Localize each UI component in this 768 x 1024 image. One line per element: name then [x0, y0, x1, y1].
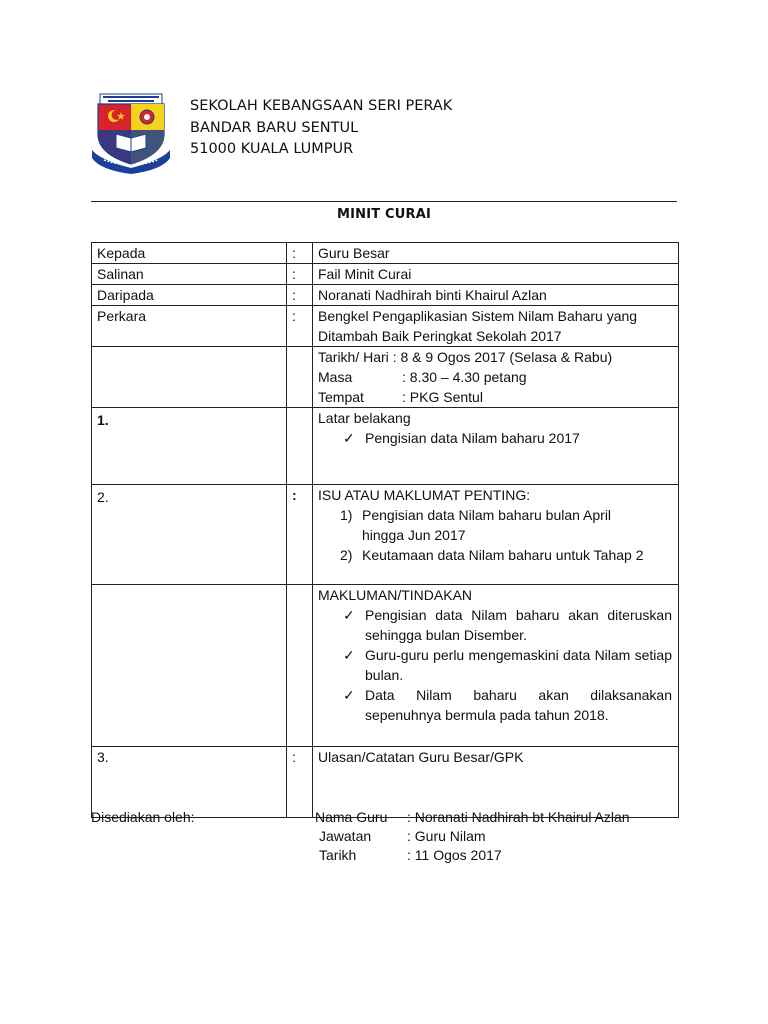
tindakan-blank	[92, 585, 287, 747]
school-town: BANDAR BARU SENTUL	[190, 119, 359, 136]
item2-point-1-number: 1)	[340, 507, 353, 523]
item3-colon: :	[287, 747, 313, 818]
letterhead	[90, 90, 690, 175]
tindakan-bullet-3	[318, 685, 678, 725]
item1-colon	[287, 408, 313, 485]
jawatan-line	[315, 827, 630, 846]
tindakan-bullet-3-text: Data Nilam baharu akan dilaksanakan sepenuhnya bermula pada tahun 2018.	[365, 687, 672, 723]
item2-point-2	[318, 545, 678, 565]
check-icon: ✓	[343, 607, 355, 623]
item2-point-1-line1: Pengisian data Nilam baharu bulan April	[362, 507, 612, 523]
tempat-value: : PKG Sentul	[402, 389, 483, 405]
tarikh-label: Tarikh/ Hari	[318, 349, 389, 365]
prepared-by-label: Disediakan oleh:	[91, 809, 195, 825]
row-item1	[92, 408, 679, 485]
row-daripada	[92, 285, 679, 306]
item2-colon: :	[287, 485, 313, 585]
tarikh-line	[318, 347, 678, 367]
perkara-value-line2: Ditambah Baik Peringkat Sekolah 2017	[318, 328, 562, 344]
item3-number: 3.	[92, 747, 287, 818]
tindakan-heading: MAKLUMAN/TINDAKAN	[318, 587, 473, 603]
perkara-value	[313, 306, 679, 347]
item2-heading: ISU ATAU MAKLUMAT PENTING:	[318, 487, 531, 503]
document-title: MINIT CURAI	[336, 207, 432, 222]
nama-guru-label: Nama Guru	[315, 809, 388, 825]
kepada-value: Guru Besar	[313, 243, 679, 264]
item2-number: 2.	[92, 485, 287, 585]
tempat-label: Tempat	[318, 389, 364, 405]
salinan-value: Fail Minit Curai	[313, 264, 679, 285]
check-icon: ✓	[343, 647, 355, 663]
details-blank	[92, 347, 287, 408]
kepada-colon: :	[287, 243, 313, 264]
tindakan-bullet-2	[318, 645, 678, 685]
item1-bullet-text: Pengisian data Nilam baharu 2017	[365, 430, 580, 446]
tarikh-label-footer: Tarikh	[319, 847, 357, 863]
tarikh-value-footer: : 11 Ogos 2017	[407, 847, 502, 863]
tarikh-line-footer	[315, 846, 630, 865]
item2-content	[313, 485, 679, 585]
check-icon: ✓	[343, 430, 355, 446]
tindakan-blank-colon	[287, 585, 313, 747]
signature-details	[315, 808, 630, 865]
row-item3	[92, 747, 679, 818]
item1-heading: Latar belakang	[318, 410, 411, 426]
item2-point-1-line2: hingga Jun 2017	[362, 527, 466, 543]
row-salinan	[92, 264, 679, 285]
header-divider	[91, 201, 677, 202]
jawatan-value: : Guru Nilam	[407, 828, 486, 844]
check-icon: ✓	[343, 687, 355, 703]
school-name: SEKOLAH KEBANGSAAN SERI PERAK	[190, 98, 453, 114]
perkara-colon: :	[287, 306, 313, 347]
nama-guru-value: : Noranati Nadhirah bt Khairul Azlan	[407, 809, 630, 825]
jawatan-label: Jawatan	[319, 828, 372, 844]
tindakan-bullet-1	[318, 605, 678, 645]
minutes-table	[91, 242, 679, 818]
school-address	[190, 96, 452, 161]
daripada-colon: :	[287, 285, 313, 306]
details-value	[313, 347, 679, 408]
item1-bullet	[318, 428, 678, 448]
masa-label: Masa	[318, 369, 353, 385]
nama-guru-line	[315, 808, 630, 827]
item1-content	[313, 408, 679, 485]
details-blank-colon	[287, 347, 313, 408]
tindakan-bullet-2-text: Guru-guru perlu mengemaskini data Nilam setiap bulan.	[365, 647, 672, 683]
item2-point-2-text: Keutamaan data Nilam baharu untuk Tahap 2	[362, 547, 644, 563]
daripada-label: Daripada	[92, 285, 287, 306]
item2-point-2-number: 2)	[340, 547, 353, 563]
tindakan-bullet-1-text: Pengisian data Nilam baharu akan diteruskan sehingga bulan Disember.	[365, 607, 672, 643]
row-details	[92, 347, 679, 408]
item2-point-1-text	[362, 505, 611, 545]
row-tindakan	[92, 585, 679, 747]
school-postcode-city: 51000 KUALA LUMPUR	[190, 141, 354, 157]
item1-number: 1.	[92, 408, 287, 485]
perkara-value-line1: Bengkel Pengaplikasian Sistem Nilam Baharu yang	[318, 308, 638, 324]
item2-point-1	[318, 505, 678, 545]
item3-heading: Ulasan/Catatan Guru Besar/GPK	[313, 747, 679, 818]
salinan-label: Salinan	[92, 264, 287, 285]
tindakan-content	[313, 585, 679, 747]
masa-value: : 8.30 – 4.30 petang	[402, 369, 527, 385]
perkara-label: Perkara	[92, 306, 287, 347]
tarikh-value: : 8 & 9 Ogos 2017 (Selasa & Rabu)	[392, 349, 613, 365]
masa-line	[318, 367, 678, 387]
row-kepada	[92, 243, 679, 264]
salinan-colon: :	[287, 264, 313, 285]
kepada-label: Kepada	[92, 243, 287, 264]
daripada-value: Noranati Nadhirah binti Khairul Azlan	[313, 285, 679, 306]
row-item2	[92, 485, 679, 585]
school-crest-logo	[90, 90, 172, 174]
row-perkara	[92, 306, 679, 347]
tempat-line	[318, 387, 678, 407]
